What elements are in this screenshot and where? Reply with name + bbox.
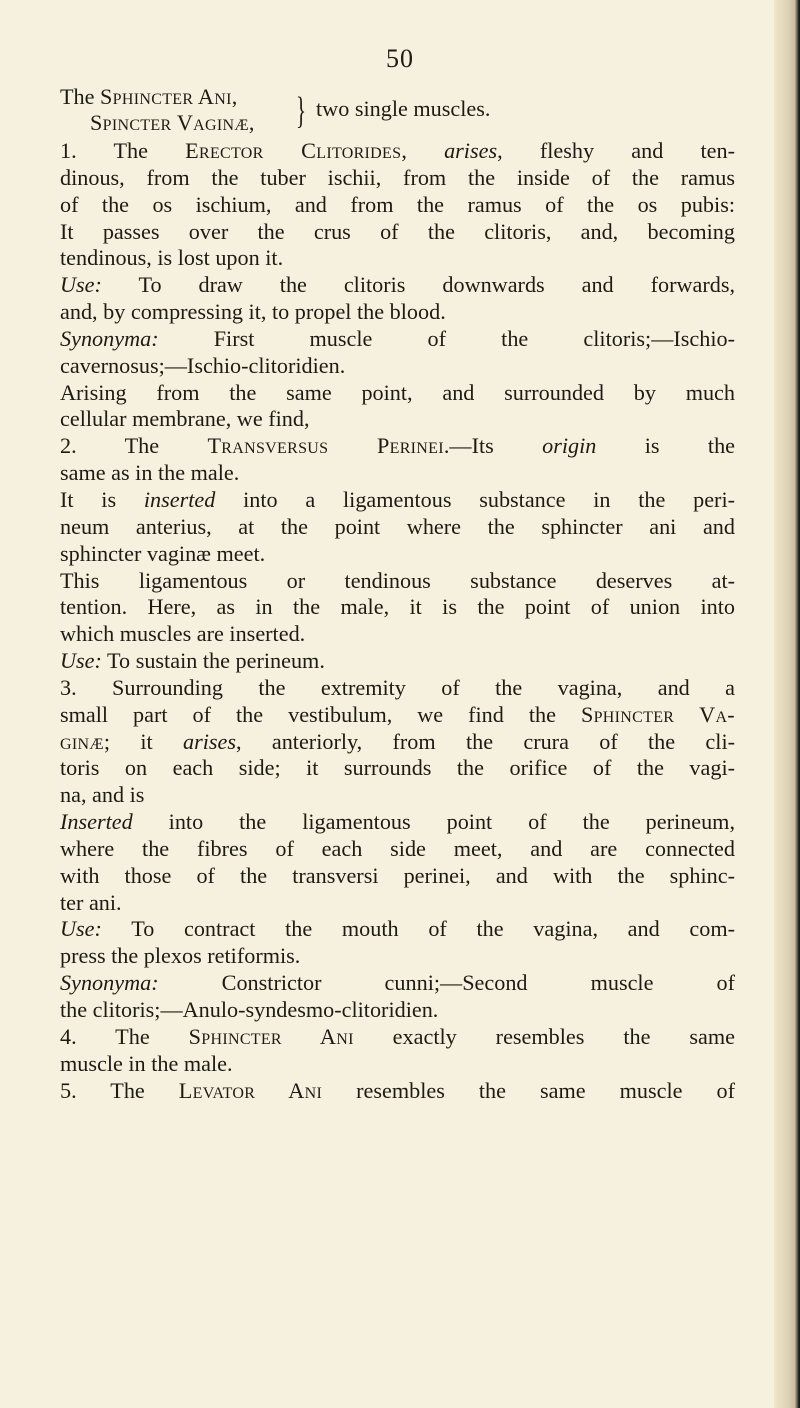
text-line bbox=[60, 648, 735, 675]
text-span: tendinous, is lost upon it. bbox=[60, 245, 284, 271]
text-span: Use: bbox=[60, 916, 102, 942]
text-line bbox=[60, 782, 735, 809]
text-span: na, and is bbox=[60, 782, 145, 808]
text-span: Use: bbox=[60, 272, 102, 298]
text-span: muscle in the male. bbox=[60, 1050, 233, 1076]
text-line bbox=[60, 702, 735, 729]
text-span: inserted bbox=[143, 486, 216, 512]
text-span: It is bbox=[60, 486, 144, 512]
text-line bbox=[60, 1051, 735, 1078]
text-span: origin bbox=[542, 433, 597, 459]
text-span: toris on each side; it surrounds the orifice of the vagi- bbox=[60, 755, 735, 781]
text-span: It passes over the crus of the clitoris, and, becoming bbox=[60, 218, 735, 244]
text-line bbox=[60, 755, 735, 782]
text-span: Transversus Perinei bbox=[207, 433, 444, 459]
text-span: tention. Here, as in the male, it is the point of union into bbox=[60, 594, 735, 620]
text-span: into a ligamentous substance in the peri- bbox=[215, 486, 735, 512]
text-span: ; it bbox=[103, 728, 183, 754]
text-span: is the bbox=[596, 433, 736, 459]
text-span: with those of the transversi perinei, and with the sphinc- bbox=[60, 862, 735, 888]
text-span: press the plexos retiformis. bbox=[60, 943, 301, 969]
text-line bbox=[60, 138, 735, 165]
text-line bbox=[60, 380, 735, 407]
text-line bbox=[60, 165, 735, 192]
text-span: Inserted bbox=[60, 809, 133, 835]
text-span: arises bbox=[182, 728, 236, 754]
heading-brace: } bbox=[296, 90, 307, 132]
text-line bbox=[60, 621, 735, 648]
text-span: dinous, from the tuber ischii, from the inside of the ramus bbox=[60, 164, 735, 190]
text-span: To sustain the perineum. bbox=[101, 648, 325, 674]
text-line bbox=[60, 836, 735, 863]
text-span: which muscles are inserted. bbox=[60, 621, 306, 647]
text-line bbox=[60, 353, 735, 380]
text-span: , bbox=[401, 138, 445, 163]
text-line bbox=[60, 487, 735, 514]
text-line bbox=[60, 460, 735, 487]
text-span: Synonyma: bbox=[60, 970, 159, 996]
text-line bbox=[60, 219, 735, 246]
text-span: exactly resembles the same bbox=[353, 1023, 735, 1049]
text-line bbox=[60, 326, 735, 353]
text-span: and, by compressing it, to propel the blood. bbox=[60, 299, 446, 325]
text-line bbox=[60, 299, 735, 326]
page-number: 50 bbox=[386, 44, 414, 73]
heading-line-1: The Sphincter Ani, bbox=[60, 84, 238, 109]
text-span: ter ani. bbox=[60, 889, 122, 915]
text-span: small part of the vestibulum, we find the bbox=[60, 701, 581, 727]
text-span: same as in the male. bbox=[60, 460, 240, 486]
text-span: Levator Ani bbox=[178, 1077, 323, 1103]
text-span: Erector Clitorides bbox=[185, 138, 402, 163]
page-edge-shadow bbox=[774, 0, 800, 1408]
text-span: Synonyma: bbox=[60, 325, 159, 351]
text-span: 4. The bbox=[60, 1023, 189, 1049]
body-lines bbox=[60, 138, 735, 1104]
text-line bbox=[60, 514, 735, 541]
text-line bbox=[60, 272, 735, 299]
heading-note: two single muscles. bbox=[316, 96, 491, 121]
text-line bbox=[60, 729, 735, 756]
section-heading bbox=[60, 84, 735, 138]
text-line bbox=[60, 406, 735, 433]
text-span: 3. Surrounding the extremity of the vagina, and a bbox=[60, 674, 735, 700]
text-line bbox=[60, 997, 735, 1024]
text-line bbox=[60, 245, 735, 272]
text-span: 5. The bbox=[60, 1077, 179, 1103]
text-line bbox=[60, 192, 735, 219]
text-line bbox=[60, 970, 735, 997]
text-span: of the os ischium, and from the ramus of the os pubis: bbox=[60, 191, 735, 217]
text-line bbox=[60, 1024, 735, 1051]
page-body bbox=[60, 84, 735, 1104]
text-line bbox=[60, 568, 735, 595]
text-span: Use: bbox=[60, 648, 102, 674]
text-line bbox=[60, 594, 735, 621]
text-span: , anteriorly, from the crura of the cli- bbox=[236, 728, 735, 754]
text-span: cavernosus;—Ischio-clitoridien. bbox=[60, 352, 346, 378]
text-span: the clitoris;—Anulo-syndesmo-clitoridien. bbox=[60, 997, 439, 1022]
text-line bbox=[60, 541, 735, 568]
heading-sphincter-ani: Sphincter Ani, bbox=[100, 84, 238, 109]
text-span: where the fibres of each side meet, and are connected bbox=[60, 835, 735, 861]
text-span: .—Its bbox=[443, 433, 543, 459]
text-span: First muscle of the clitoris;—Ischio- bbox=[158, 325, 735, 351]
text-span: sphincter vaginæ meet. bbox=[60, 540, 266, 566]
text-span: neum anterius, at the point where the sphincter ani and bbox=[60, 513, 735, 539]
text-line bbox=[60, 809, 735, 836]
text-line bbox=[60, 675, 735, 702]
text-span: 1. The bbox=[60, 138, 186, 163]
text-line bbox=[60, 916, 735, 943]
text-span: , fleshy and ten- bbox=[497, 138, 736, 163]
text-span: ginæ bbox=[60, 728, 104, 754]
heading-line-2: Spincter Vaginæ, bbox=[90, 110, 255, 135]
text-span: Constrictor cunni;—Second muscle of bbox=[158, 970, 735, 996]
text-line bbox=[60, 433, 735, 460]
text-span: Sphincter Ani bbox=[188, 1023, 354, 1049]
text-span: This ligamentous or tendinous substance deserves at- bbox=[60, 567, 735, 593]
text-span: Sphincter Va- bbox=[580, 701, 735, 727]
text-span: resembles the same muscle of bbox=[322, 1077, 736, 1103]
text-line bbox=[60, 863, 735, 890]
text-span: To draw the clitoris downwards and forwards, bbox=[101, 272, 735, 298]
text-span: Arising from the same point, and surrounded by much bbox=[60, 379, 735, 405]
text-span: into the ligamentous point of the perineum, bbox=[132, 809, 735, 835]
text-line bbox=[60, 1078, 735, 1105]
text-line bbox=[60, 943, 735, 970]
text-span: To contract the mouth of the vagina, and com- bbox=[101, 916, 735, 942]
text-span: 2. The bbox=[60, 433, 208, 459]
text-span: arises bbox=[444, 138, 498, 163]
text-line bbox=[60, 890, 735, 917]
text-span: cellular membrane, we find, bbox=[60, 406, 310, 432]
